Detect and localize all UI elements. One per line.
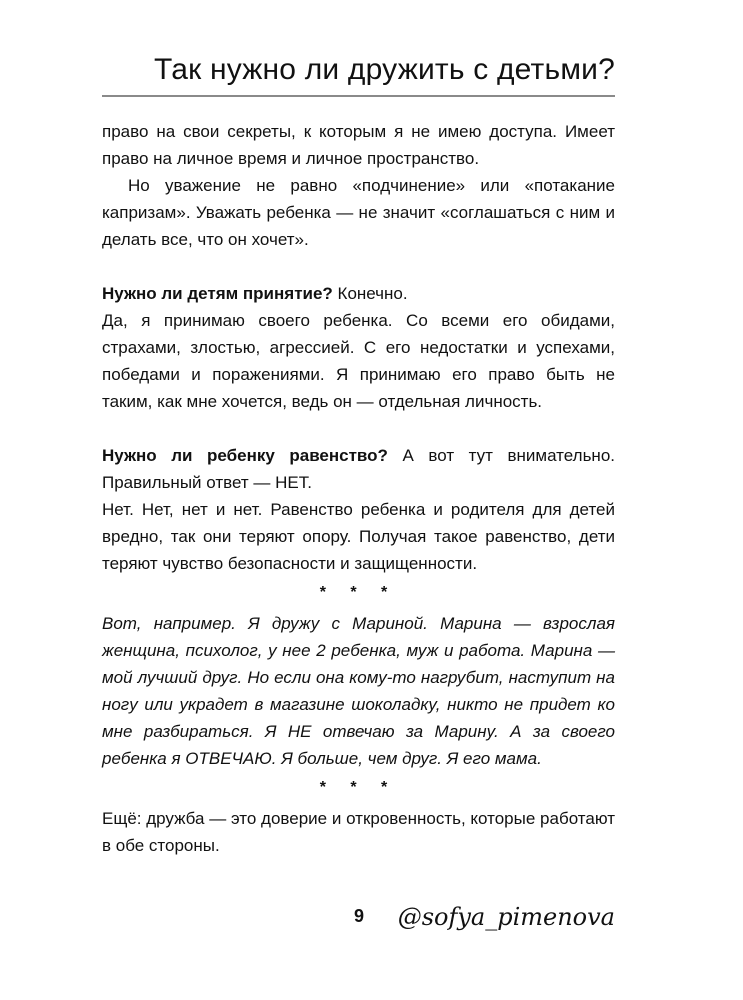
header-divider [102,95,615,97]
author-handle: @sofya_pimenova [397,903,615,931]
paragraph-continuation: право на свои секреты, к которым я не имею доступа. Имеет право на личное время и личное пространство. [102,122,615,168]
page-footer [102,902,615,936]
paragraph-friendship: Ещё: дружба — это доверие и откровенность, которые работают в обе стороны. [102,809,615,855]
running-header [102,40,615,96]
acceptance-answer: Конечно. [332,284,408,303]
acceptance-question: Нужно ли детям принятие? [102,284,333,303]
paragraph-example-italic: Вот, например. Я дружу с Мариной. Марина — взрослая женщина, психолог, у нее 2 ребенка, муж и работа. Марина — мой лучший друг. Но если она кому-то нагрубит, наступит на ногу или украдет в магазине шоколадку, никто не придет ко мне разбираться. Я НЕ отвечаю за Марину. А за своего ребенка я ОТВЕЧАЮ. Я больше, чем друг. Я его мама. [102,614,615,768]
paragraph-acceptance: Да, я принимаю своего ребенка. Со всеми его обидами, страхами, злостью, агрессией. С его недостатки и успехами, победами и поражениями. Я принимаю его право быть не таким, как мне хочется, ведь он — отдельная личность. [102,311,615,411]
paragraph-equality-question [102,442,615,496]
paragraph-acceptance-question [102,280,615,307]
paragraph-respect: Но уважение не равно «подчинение» или «потакание капризам». Уважать ребенка — не значит «соглашаться с ним и делать все, что он хочет». [102,176,615,249]
paragraph-gap [102,253,615,280]
equality-question: Нужно ли ребенку равенство? [102,446,388,465]
section-separator: * * * [319,779,398,796]
chapter-title: Так нужно ли дружить с детьми? [154,53,615,86]
page-body [102,118,615,859]
section-separator: * * * [319,584,398,601]
paragraph-equality: Нет. Нет, нет и нет. Равенство ребенка и родителя для детей вредно, так они теряют опору. Получая такое равенство, дети теряют чувство безопасности и защищенности. [102,500,615,573]
page-number: 9 [354,906,365,926]
equality-answer: А вот тут внимательно. Правильный ответ — НЕТ. [102,446,615,492]
paragraph-gap [102,415,615,442]
